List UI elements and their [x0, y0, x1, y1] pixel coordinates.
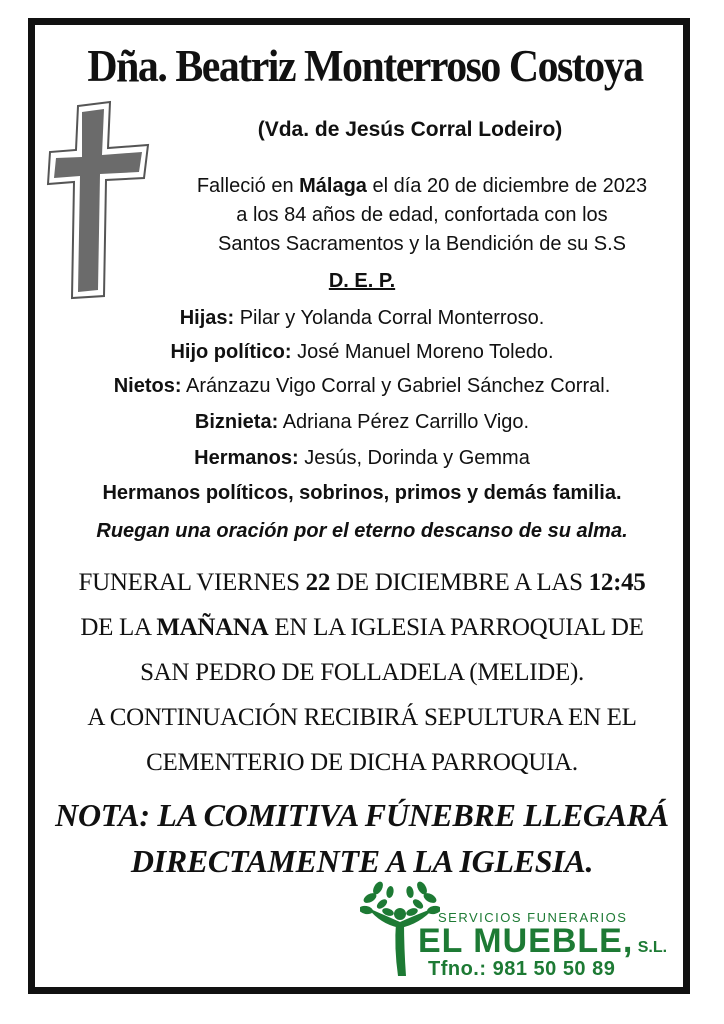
- funeral-line-1: FUNERAL VIERNES 22 DE DICIEMBRE A LAS 12:45: [78, 569, 646, 596]
- note-line-2: DIRECTAMENTE A LA IGLESIA.: [130, 843, 594, 879]
- family-row-siblings: Hermanos: Jesús, Dorinda y Gemma: [194, 447, 530, 469]
- family-row-daughters: Hijas: Pilar y Yolanda Corral Monterroso.: [179, 307, 545, 329]
- death-place: Málaga: [299, 175, 367, 197]
- funeral-line-4: A CONTINUACIÓN RECIBIRÁ SEPULTURA EN EL: [87, 704, 637, 731]
- prayer-request: Ruegan una oración por el eterno descanso de su alma.: [96, 520, 628, 542]
- note-line-1: NOTA: LA COMITIVA FÚNEBRE LLEGARÁ: [55, 797, 669, 833]
- extended-family: Hermanos políticos, sobrinos, primos y demás familia.: [102, 482, 622, 504]
- funeral-home-subtitle: SERVICIOS FUNERARIOS: [438, 910, 628, 925]
- death-notice: [150, 172, 694, 259]
- deceased-name: Dña. Beatriz Monterroso Costoya: [87, 41, 643, 91]
- widow-of: (Vda. de Jesús Corral Lodeiro): [257, 118, 563, 141]
- death-line-3: Santos Sacramentos y la Bendición de su S.S: [217, 233, 626, 255]
- funeral-line-5: CEMENTERIO DE DICHA PARROQUIA.: [146, 749, 578, 776]
- funeral-line-2: DE LA MAÑANA EN LA IGLESIA PARROQUIAL DE: [80, 614, 644, 641]
- death-line-2: a los 84 años de edad, confortada con los: [236, 204, 608, 226]
- funeral-home-name: EL MUEBLE, S.L.: [418, 922, 668, 960]
- family-row-son-in-law: Hijo político: José Manuel Moreno Toledo.: [170, 341, 554, 363]
- funeral-home-phone: Tfno.: 981 50 50 89: [428, 958, 616, 980]
- funeral-details: [0, 560, 724, 785]
- note: [0, 792, 724, 884]
- death-line-1: Falleció en Málaga el día 20 de diciembre de 2023: [196, 175, 648, 197]
- funeral-line-3: SAN PEDRO DE FOLLADELA (MELIDE).: [140, 659, 584, 686]
- dep-heading: D. E. P.: [328, 270, 396, 292]
- family-row-grandchildren: Nietos: Aránzazu Vigo Corral y Gabriel Sánchez Corral.: [113, 375, 611, 397]
- family-row-great-granddaughter: Biznieta: Adriana Pérez Carrillo Vigo.: [194, 411, 530, 433]
